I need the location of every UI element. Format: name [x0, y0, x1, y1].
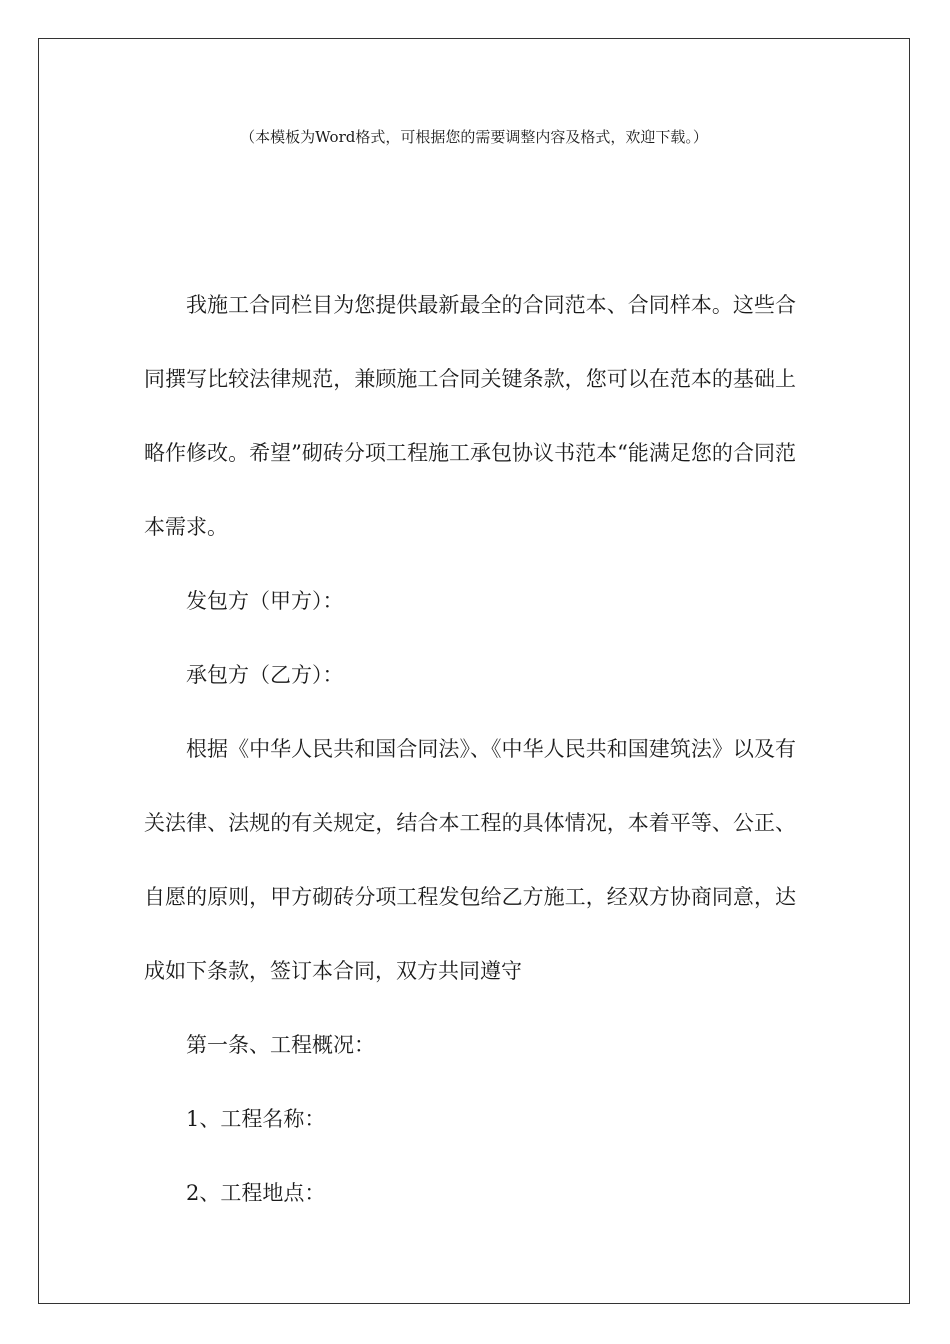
- intro-paragraph: 我施工合同栏目为您提供最新最全的合同范本、合同样本。这些合同撰写比较法律规范，兼顾施工合同关键条款，您可以在范本的基础上略作修改。希望”砌砖分项工程施工承包协议书范本“能满足您的合同范本需求。: [144, 293, 796, 539]
- legal-basis-paragraph: 根据《中华人民共和国合同法》、《中华人民共和国建筑法》以及有关法律、法规的有关规定，结合本工程的具体情况，本着平等、公正、自愿的原则，甲方砌砖分项工程发包给乙方施工，经双方协商同意，达成如下条款，签订本合同，双方共同遵守: [144, 737, 796, 983]
- party-a-line: 发包方（甲方）：: [186, 589, 344, 613]
- project-name-line: 1、工程名称：: [186, 1107, 326, 1131]
- project-location-line: 2、工程地点：: [186, 1181, 326, 1205]
- article-one-heading: 第一条、工程概况：: [186, 1033, 375, 1057]
- document-body: [144, 268, 796, 1230]
- template-note: （本模板为Word格式，可根据您的需要调整内容及格式，欢迎下载。）: [240, 128, 708, 146]
- party-b-line: 承包方（乙方）：: [186, 663, 344, 687]
